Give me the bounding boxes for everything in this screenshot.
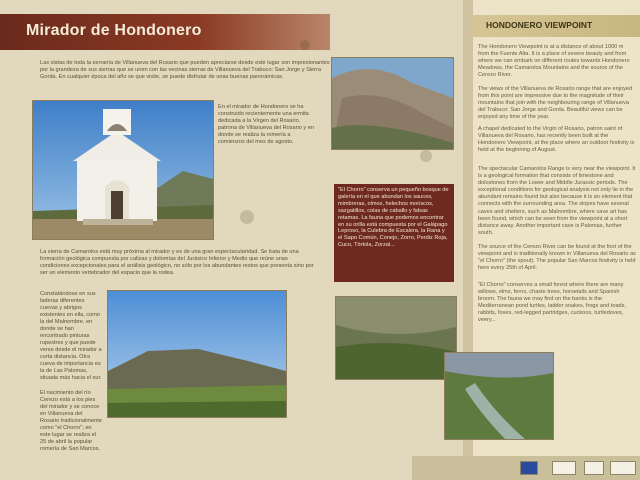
cliff-photo — [331, 57, 454, 150]
english-paragraph-1: The Hondonero Viewpoint is at a distance of about 1000 m from the Fuente Alta. It is a place of severe beauty and from where we can embark on different routes towards Hondonero Meadows, the Camarolos Mountains and the source of the Cerezo River. — [478, 44, 630, 79]
english-paragraph-6: "El Chorro" conserves a small forest where there are many willows, elms, ferns, chaste trees, horsetails and Spanish broom. The fauna we may find on the banks is the Mediterranean pond turtles, ladder snakes, frogs and toads, rabbits, foxes, red-legged partridges, cuckoos, turtledoves, veery... — [478, 282, 627, 324]
english-title: HONDONERO VIEWPOINT — [486, 20, 593, 30]
stream-photo — [444, 352, 554, 440]
english-paragraph-2: The views of the Villanueva de Rosario range that are enjoyed from this point are impressive due to the magnitude of their mountains that join with the neighbouring range of Villanueva del Trabuco: San Jorge and Gorda. Beautiful views can be enjoyed any time of the year. — [478, 86, 633, 121]
camarolos-paragraph: La sierra de Camarolos está muy próxima al mirador y es de una gran espectacularidad. Se trata de una formación geológica compuesta por calizas y dolomías del Jurásico Inferior y Medio que reúne unas condiciones excepcionales para el análisis geológico, no sólo por los abundantes restos que presenta sino por ser un elemento vertebrador del espacio que la rodea. — [40, 249, 314, 276]
mountain-range-photo — [107, 290, 287, 418]
forest-photo — [335, 296, 457, 380]
cuevas-paragraph: Constatándose en sus laderas diferentes cuevas y abrigos existentes en ella, como la del Malnombre, en donde se han encontrado pinturas rupestres y que puede verse desde el mirador a corta distancia. Otra cueva de importancia es la de Las Palomas, situada más hacia el sur. — [40, 291, 102, 381]
regional-logo — [584, 461, 604, 475]
cerezo-paragraph: El nacimiento del río Cerezo está a los pies del mirador y se conoce en Villanueva del Rosario tradicionalmente como "el Chorro"; en este lugar se realiza el 25 de abril la popular romería de San Marcos. — [40, 390, 102, 452]
weathering-mark — [420, 150, 432, 162]
chapel-photo — [32, 100, 214, 240]
page-title: Mirador de Hondonero — [26, 22, 202, 39]
weathering-mark — [240, 210, 254, 224]
intro-paragraph: Las vistas de toda la serranía de Villanueva del Rosario que pueden apreciarse desde este lugar son impresionantes por la grandeza de sus sierras que se unen con las vecinas sierras de Villanueva del Trabuco: San Jorge y Sierra Gorda. En cualquier época del año se que visite, se puede disfrutar de unas buenas panorámicas. — [40, 60, 330, 80]
el-chorro-callout: "El Chorro" conserva un pequeño bosque de galería en el que abundan los sauces, mimbreras, olmos, helechos moriscos, sazgatillos, colas de caballo y falsas retamas. La fauna que podemos encontrar en su orilla está compuesta por el Galápago Leproso, la Culebra de Escalera, la Rana y el Sapo Común, Conejo, Zorro, Perdiz Roja, Cuco, Tórtola, Zorzal... — [334, 184, 454, 282]
weathering-mark — [300, 40, 310, 50]
government-logo — [552, 461, 576, 475]
sponsor-logo — [610, 461, 636, 475]
english-paragraph-5: The source of the Cerezo River can be found at the foot of the viewpoint and is traditionally known in Villanueva del Rosario as "el Chorro" (the spout). The popular San Marcos festivity is held here every 25th of April. — [478, 244, 636, 272]
ermita-paragraph: En el mirador de Hondonero se ha construido recientemente una ermita dedicada a la Virgen del Rosario, patrona de Villanueva del Rosario y en donde se realiza la romería a comienzos del mes de agosto. — [218, 104, 314, 145]
english-paragraph-3: A chapel dedicated to the Virgin of Rosario, patron saint of Villanueva del Rosario, has recently been built at the Hondonero Viewpoint, at the place where an outdoor festivity is held at the beginning of August. — [478, 126, 635, 154]
english-paragraph-4: The spectacular Camarolos Range is very near the viewpoint. It is a geological formation that consists of limestone and dolostones from the Lower and Middle Jurassic periods. The exceptional conditions for geological analysis not only lie in the abundant remains found but also because it is an element that connects with the surrounding area. The slopes have several caves and shelters, such as Malnombre, where cave art has been found, which can be seen from the viewpoint at a short distance away. Another important cave is Palomas, further south. — [478, 166, 636, 236]
eu-flag-logo — [520, 461, 538, 475]
